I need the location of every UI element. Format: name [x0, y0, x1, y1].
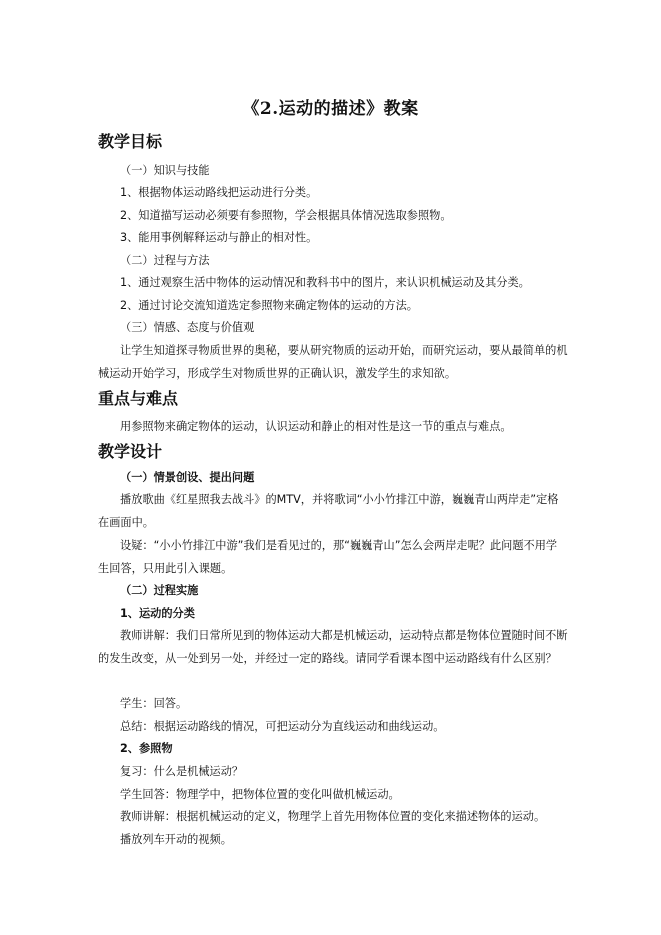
topic-2-para-1: 复习：什么是机械运动？	[120, 765, 244, 778]
goal-group-process: （二）过程与方法	[120, 254, 210, 267]
goal-group-attitude: （三）情感、态度与价值观	[120, 321, 255, 334]
topic-motion-classification: 1、运动的分类	[120, 607, 195, 620]
topic-reference-object: 2、参照物	[120, 742, 173, 755]
design-step-1: （一）情景创设、提出问题	[120, 471, 255, 484]
topic-2-para-4: 播放列车开动的视频。	[120, 833, 232, 846]
process-item-2: 2、通过讨论交流知道选定参照物来确定物体的运动的方法。	[120, 299, 418, 312]
goal-item-3: 3、能用事例解释运动与静止的相对性。	[120, 231, 318, 244]
topic-1-para-3: 总结：根据运动路线的情况，可把运动分为直线运动和曲线运动。	[120, 720, 445, 733]
goal-item-2: 2、知道描写运动必须要有参照物，学会根据具体情况选取参照物。	[120, 209, 452, 222]
goal-item-1: 1、根据物体运动路线把运动进行分类。	[120, 186, 318, 199]
key-points-paragraph: 用参照物来确定物体的运动，认识运动和静止的相对性是这一节的重点与难点。	[120, 420, 512, 433]
topic-1-para-2: 学生：回答。	[120, 697, 188, 710]
attitude-paragraph: 让学生知道探寻物质世界的奥秘，要从研究物质的运动开始，而研究运动，要从最简单的机械运动开始学习，形成学生对物质世界的正确认识，激发学生的求知欲。	[98, 344, 568, 380]
process-item-1: 1、通过观察生活中物体的运动情况和教科书中的图片，来认识机械运动及其分类。	[120, 276, 530, 289]
design-step-1-para-1: 播放歌曲《红星照我去战斗》的MTV，并将歌词“小小竹排江中游，巍巍青山两岸走”定格在画面中。	[98, 493, 559, 529]
design-step-2: （二）过程实施	[120, 584, 199, 597]
goal-group-knowledge: （一）知识与技能	[120, 164, 210, 177]
document-title: 《2.运动的描述》教案	[242, 99, 419, 119]
topic-1-para-1: 教师讲解：我们日常所见到的物体运动大都是机械运动，运动特点都是物体位置随时间不断的发生改变，从一处到另一处，并经过一定的路线。请同学看课本图中运动路线有什么区别？	[98, 629, 568, 665]
design-step-1-para-2: 设疑：“小小竹排江中游”我们是看见过的，那“巍巍青山”怎么会两岸走呢？此问题不用学生回答，只用此引入课题。	[98, 539, 558, 575]
heading-key-points: 重点与难点	[98, 389, 179, 408]
heading-teaching-goals: 教学目标	[98, 132, 163, 151]
heading-teaching-design: 教学设计	[98, 442, 163, 461]
topic-2-para-3: 教师讲解：根据机械运动的定义，物理学上首先用物体位置的变化来描述物体的运动。	[120, 810, 546, 823]
topic-2-para-2: 学生回答：物理学中，把物体位置的变化叫做机械运动。	[120, 788, 400, 801]
